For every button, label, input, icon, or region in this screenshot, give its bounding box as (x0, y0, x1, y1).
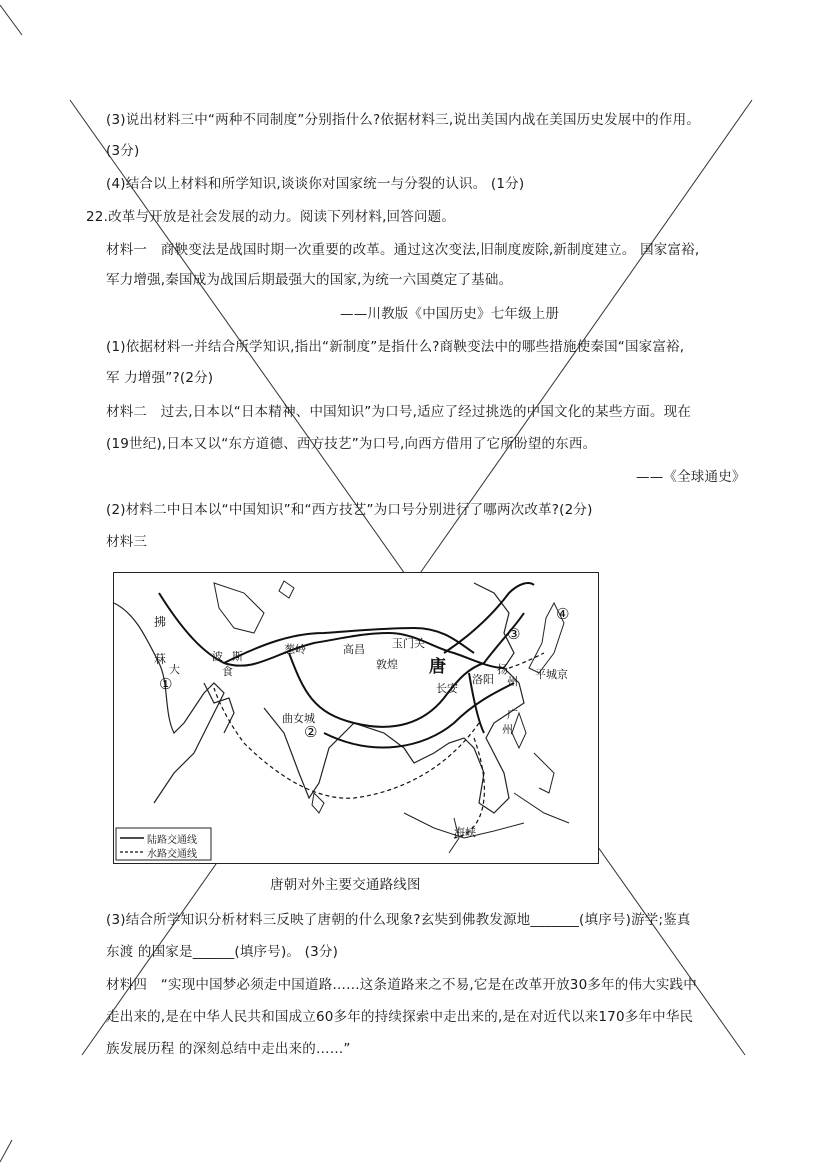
question2: (2)材料二中日本以“中国知识”和“西方技艺”为口号分别进行了哪两次改革?(2分) (106, 502, 593, 518)
label-dunhuang: 敦煌 (376, 658, 398, 671)
label-fu: 拂 (154, 615, 167, 629)
label-tang: 唐 (429, 657, 446, 677)
label-changan: 长安 (436, 682, 458, 695)
material4-line1: 材料四 “实现中国梦必须走中国道路……这条道路来之不易,它是在改革开放30多年的伟大实践中 (106, 977, 697, 993)
question1-line1: (1)依据材料一并结合所学知识,指出“新制度”是指什么?商鞅变法中的哪些措施使秦国“国家富裕, (106, 339, 685, 355)
label-gaochang: 高昌 (343, 643, 365, 656)
marker-4: ④ (556, 605, 570, 623)
label-da: 大 (169, 663, 180, 676)
material2-line2: (19世纪),日本又以“东方道德、西方技艺”为口号,向西方借用了它所盼望的东西。 (106, 436, 597, 452)
label-haixia: 海峡 (454, 826, 476, 839)
map-drawing (114, 573, 598, 863)
material2-line1: 材料二 过去,日本以“日本精神、中国知识”为口号,适应了经过挑选的中国文化的某些方面。现在 (106, 404, 692, 420)
q21-part3-score: (3分) (106, 143, 140, 159)
label-shi: 食 (222, 665, 233, 678)
tang-trade-routes-map (113, 572, 599, 864)
question3-line2: 东渡 的国家是______(填序号)。 (3分) (106, 944, 339, 960)
label-guangzhou-zhou: 州 (502, 723, 513, 736)
q22-title: 22.改革与开放是社会发展的动力。阅读下列材料,回答问题。 (86, 209, 456, 225)
legend-sea: 水路交通线 (147, 849, 197, 860)
label-congling: 葱岭 (284, 643, 306, 656)
legend-land: 陆路交通线 (147, 835, 197, 846)
q21-part3: (3)说出材料三中“两种不同制度”分别指什么?依据材料三,说出美国内战在美国历史发展中的作用。 (106, 112, 700, 128)
label-yang: 扬 (497, 663, 508, 676)
label-pingchengjing: 平城京 (535, 668, 568, 681)
material1-line2: 军力增强,秦国成为战国后期最强大的国家,为统一六国奠定了基础。 (106, 272, 513, 288)
label-quxunucheng: 曲女城 (282, 712, 315, 725)
material1-line1: 材料一 商鞅变法是战国时期一次重要的改革。通过这次变法,旧制度废除,新制度建立。 国家富裕, (106, 242, 700, 258)
material4-line3: 族发展历程 的深刻总结中走出来的……” (106, 1041, 351, 1057)
question1-line2: 军 力增强”?(2分) (106, 370, 214, 386)
material4-line2: 走出来的,是在中华人民共和国成立60多年的持续探索中走出来的,是在对近代以来170多年中华民 (106, 1009, 694, 1025)
marker-3: ③ (507, 625, 521, 643)
label-lin: 菻 (154, 652, 167, 666)
material2-source: ——《全球通史》 (636, 469, 746, 485)
marker-1: ① (159, 675, 173, 693)
marker-2: ② (304, 723, 318, 741)
label-yumenguan: 玉门关 (392, 637, 425, 650)
material3-label: 材料三 (106, 534, 148, 550)
label-guang: 广 (507, 708, 518, 721)
question3-line1: (3)结合所学知识分析材料三反映了唐朝的什么现象?玄奘到佛教发源地_______(填序号)游学;鉴真 (106, 912, 691, 928)
material1-source: ——川教版《中国历史》七年级上册 (340, 306, 560, 322)
label-zhou: 州 (507, 675, 518, 688)
q21-part4: (4)结合以上材料和所学知识,谈谈你对国家统一与分裂的认识。 (1分) (106, 176, 525, 192)
label-luoyang: 洛阳 (472, 673, 494, 686)
map-caption: 唐朝对外主要交通路线图 (270, 877, 421, 893)
label-si: 斯 (232, 650, 243, 663)
label-bo: 波 (212, 650, 223, 663)
